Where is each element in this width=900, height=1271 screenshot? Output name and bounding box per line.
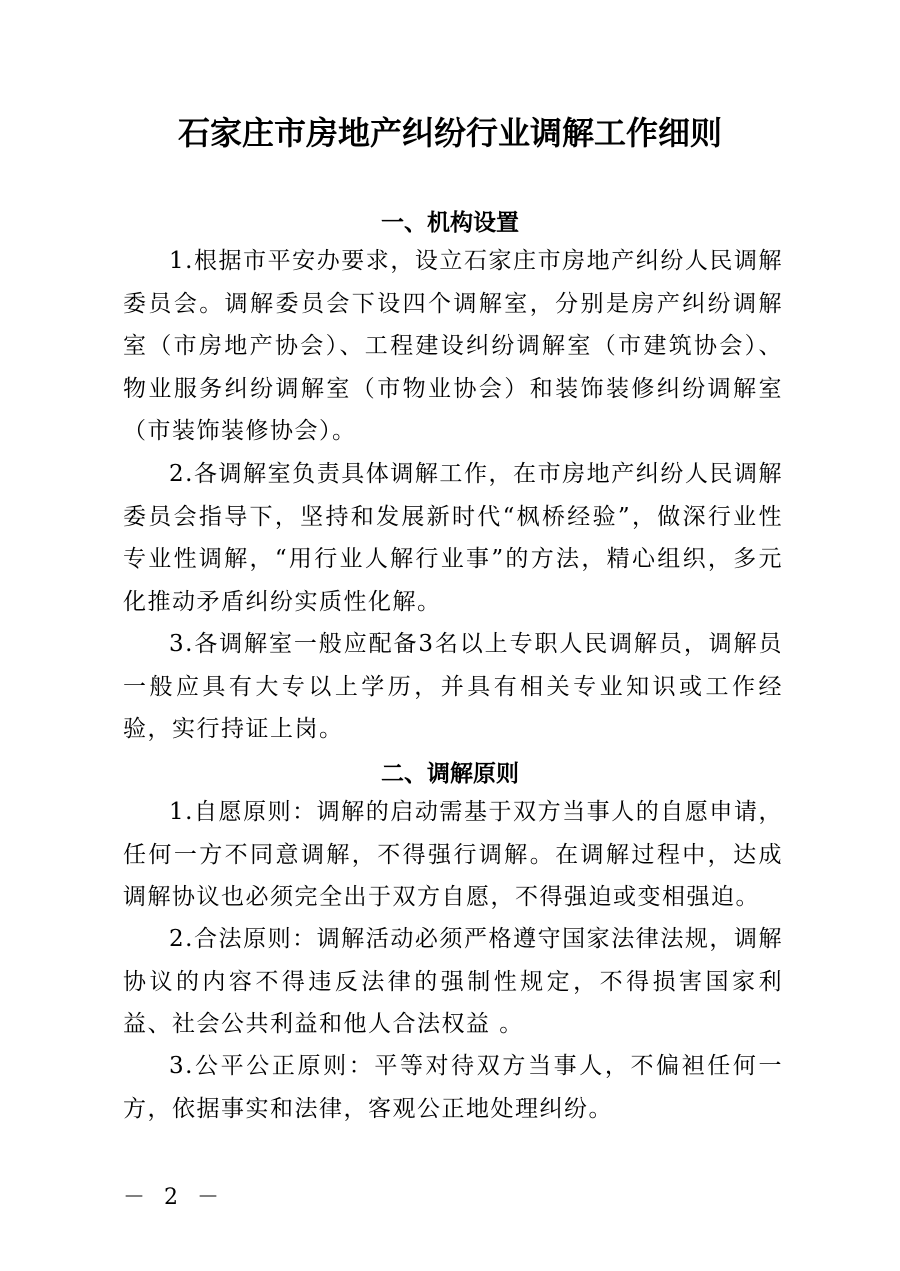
section-heading-organization: 一、机构设置 [381,209,519,236]
paragraph-organization-3: 3.各调解室一般应配备3名以上专职人民调解员，调解员一般应具有大专以上学历，并具有相关专业知识或工作经验，实行持证上岗。 [123,631,783,742]
paragraph-principles-1: 1.自愿原则：调解的启动需基于双方当事人的自愿申请，任何一方不同意调解，不得强行调解。在调解过程中，达成调解协议也必须完全出于双方自愿，不得强迫或变相强迫。 [123,799,783,910]
document-title: 石家庄市房地产纠纷行业调解工作细则 [177,114,722,152]
paragraph-organization-1: 1.根据市平安办要求，设立石家庄市房地产纠纷人民调解委员会。调解委员会下设四个调解室，分别是房产纠纷调解室（市房地产协会）、工程建设纠纷调解室（市建筑协会）、物业服务纠纷调解室（市物业协会）和装饰装修纠纷调解室（市装饰装修协会）。 [123,248,783,444]
paragraph-principles-2: 2.合法原则：调解活动必须严格遵守国家法律法规，调解协议的内容不得违反法律的强制性规定，不得损害国家利益、社会公共利益和他人合法权益 。 [123,926,783,1037]
paragraph-principles-3: 3.公平公正原则：平等对待双方当事人，不偏袒任何一方，依据事实和法律，客观公正地处理纠纷。 [123,1053,783,1122]
section-heading-principles: 二、调解原则 [381,760,519,787]
paragraph-organization-2: 2.各调解室负责具体调解工作，在市房地产纠纷人民调解委员会指导下，坚持和发展新时代“枫桥经验”，做深行业性专业性调解，“用行业人解行业事”的方法，精心组织，多元化推动矛盾纠纷实质性化解。 [123,461,783,615]
page-number: － 2 － [123,1185,225,1210]
